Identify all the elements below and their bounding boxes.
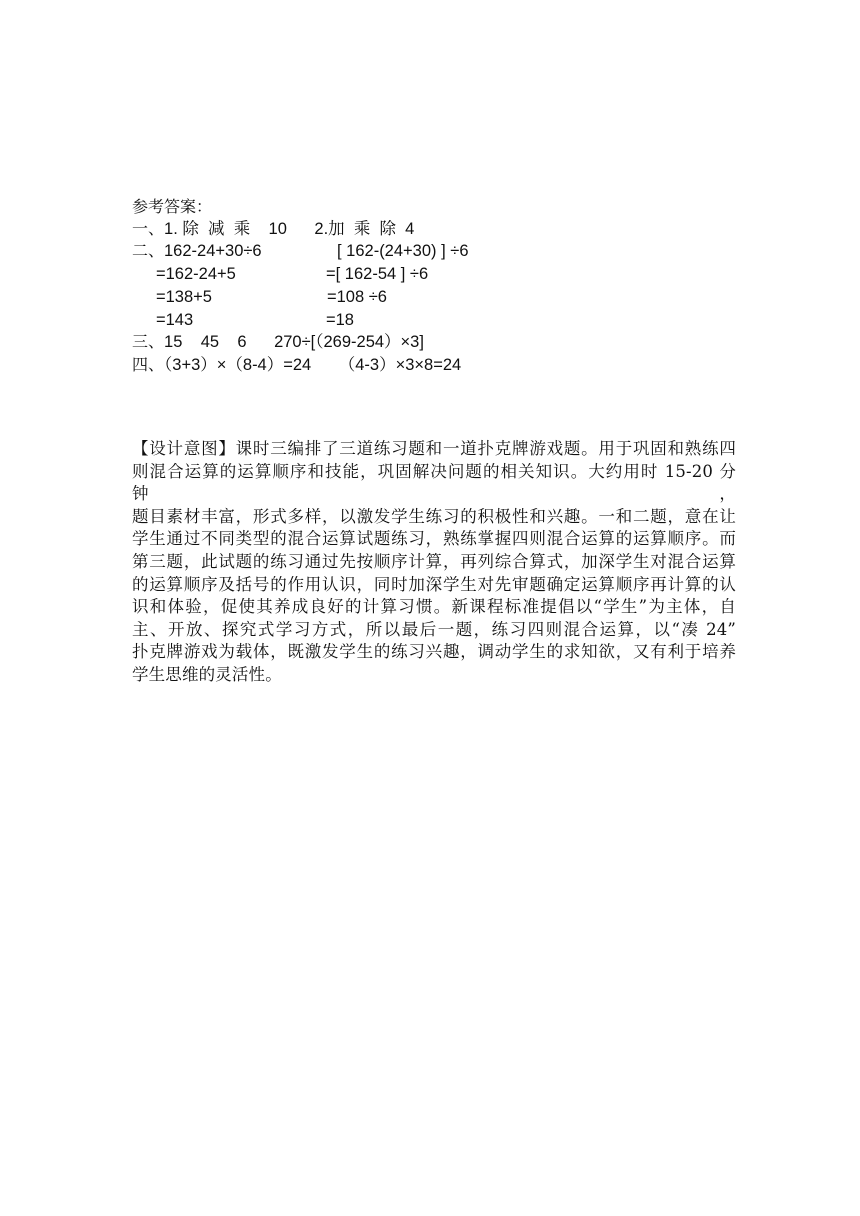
design-intent-line: 扑克牌游戏为载体，既激发学生的练习兴趣，调动学生的求知欲，又有利于培养 (132, 642, 736, 662)
design-intent-line: 识和体验，促使其养成良好的计算习惯。新课程标准提倡以“学生”为主体，自 (132, 597, 736, 617)
answer-3-text: 15 45 6 270÷[（269-254）×3] (164, 333, 424, 351)
design-intent-line: 的运算顺序及括号的作用认识，同时加深学生对先审题确定运算顺序再计算的认 (132, 574, 736, 594)
design-intent-paragraph (132, 438, 736, 687)
design-intent-line: 题目素材丰富，形式多样，以激发学生练习的积极性和兴趣。一和二题，意在让 (132, 506, 736, 526)
answer-4 (132, 354, 461, 376)
answer-1-label: 一、 (132, 219, 165, 238)
answer-3 (132, 331, 424, 353)
answer-3-label: 三、 (132, 332, 165, 351)
design-intent-line: 【设计意图】课时三编排了三道练习题和一道扑克牌游戏题。用于巩固和熟练四 (132, 439, 736, 458)
answer-1-text: 1. 除 减 乘 10 2.加 乘 除 4 (164, 220, 415, 238)
design-intent-line: 主、开放、探究式学习方式，所以最后一题，练习四则混合运算，以“凑 24” (132, 619, 736, 639)
answer-2-right-step: [ 162-(24+30) ] ÷6 (337, 242, 469, 260)
design-intent-line: 则混合运算的运算顺序和技能，巩固解决问题的相关知识。大约用时 15-20 分钟， (132, 461, 736, 504)
answer-1 (132, 218, 414, 240)
design-intent-line: 学生思维的灵活性。 (132, 664, 282, 684)
answer-2-right-step: =18 (326, 311, 354, 329)
answer-2-left-step: =143 (156, 311, 194, 329)
answer-2-left-step: =162-24+5 (156, 265, 236, 283)
answer-2-left-step: 162-24+30÷6 (164, 242, 262, 260)
answer-2-right-step: =[ 162-54 ] ÷6 (326, 265, 429, 283)
design-intent-line: 第三题，此试题的练习通过先按顺序计算，再列综合算式，加深学生对混合运算 (132, 551, 736, 571)
answer-4-label: 四、 (132, 355, 165, 374)
answer-4-text: （3+3）×（8-4）=24 （4-3）×3×8=24 (164, 356, 462, 374)
answer-2-label: 二、 (132, 241, 165, 260)
answer-2-left-step: =138+5 (156, 288, 212, 306)
answers-heading: 参考答案： (132, 197, 213, 216)
design-intent-line: 学生通过不同类型的混合运算试题练习，熟练掌握四则混合运算的运算顺序。而 (132, 529, 736, 549)
answer-2-right-step: =108 ÷6 (327, 288, 387, 306)
